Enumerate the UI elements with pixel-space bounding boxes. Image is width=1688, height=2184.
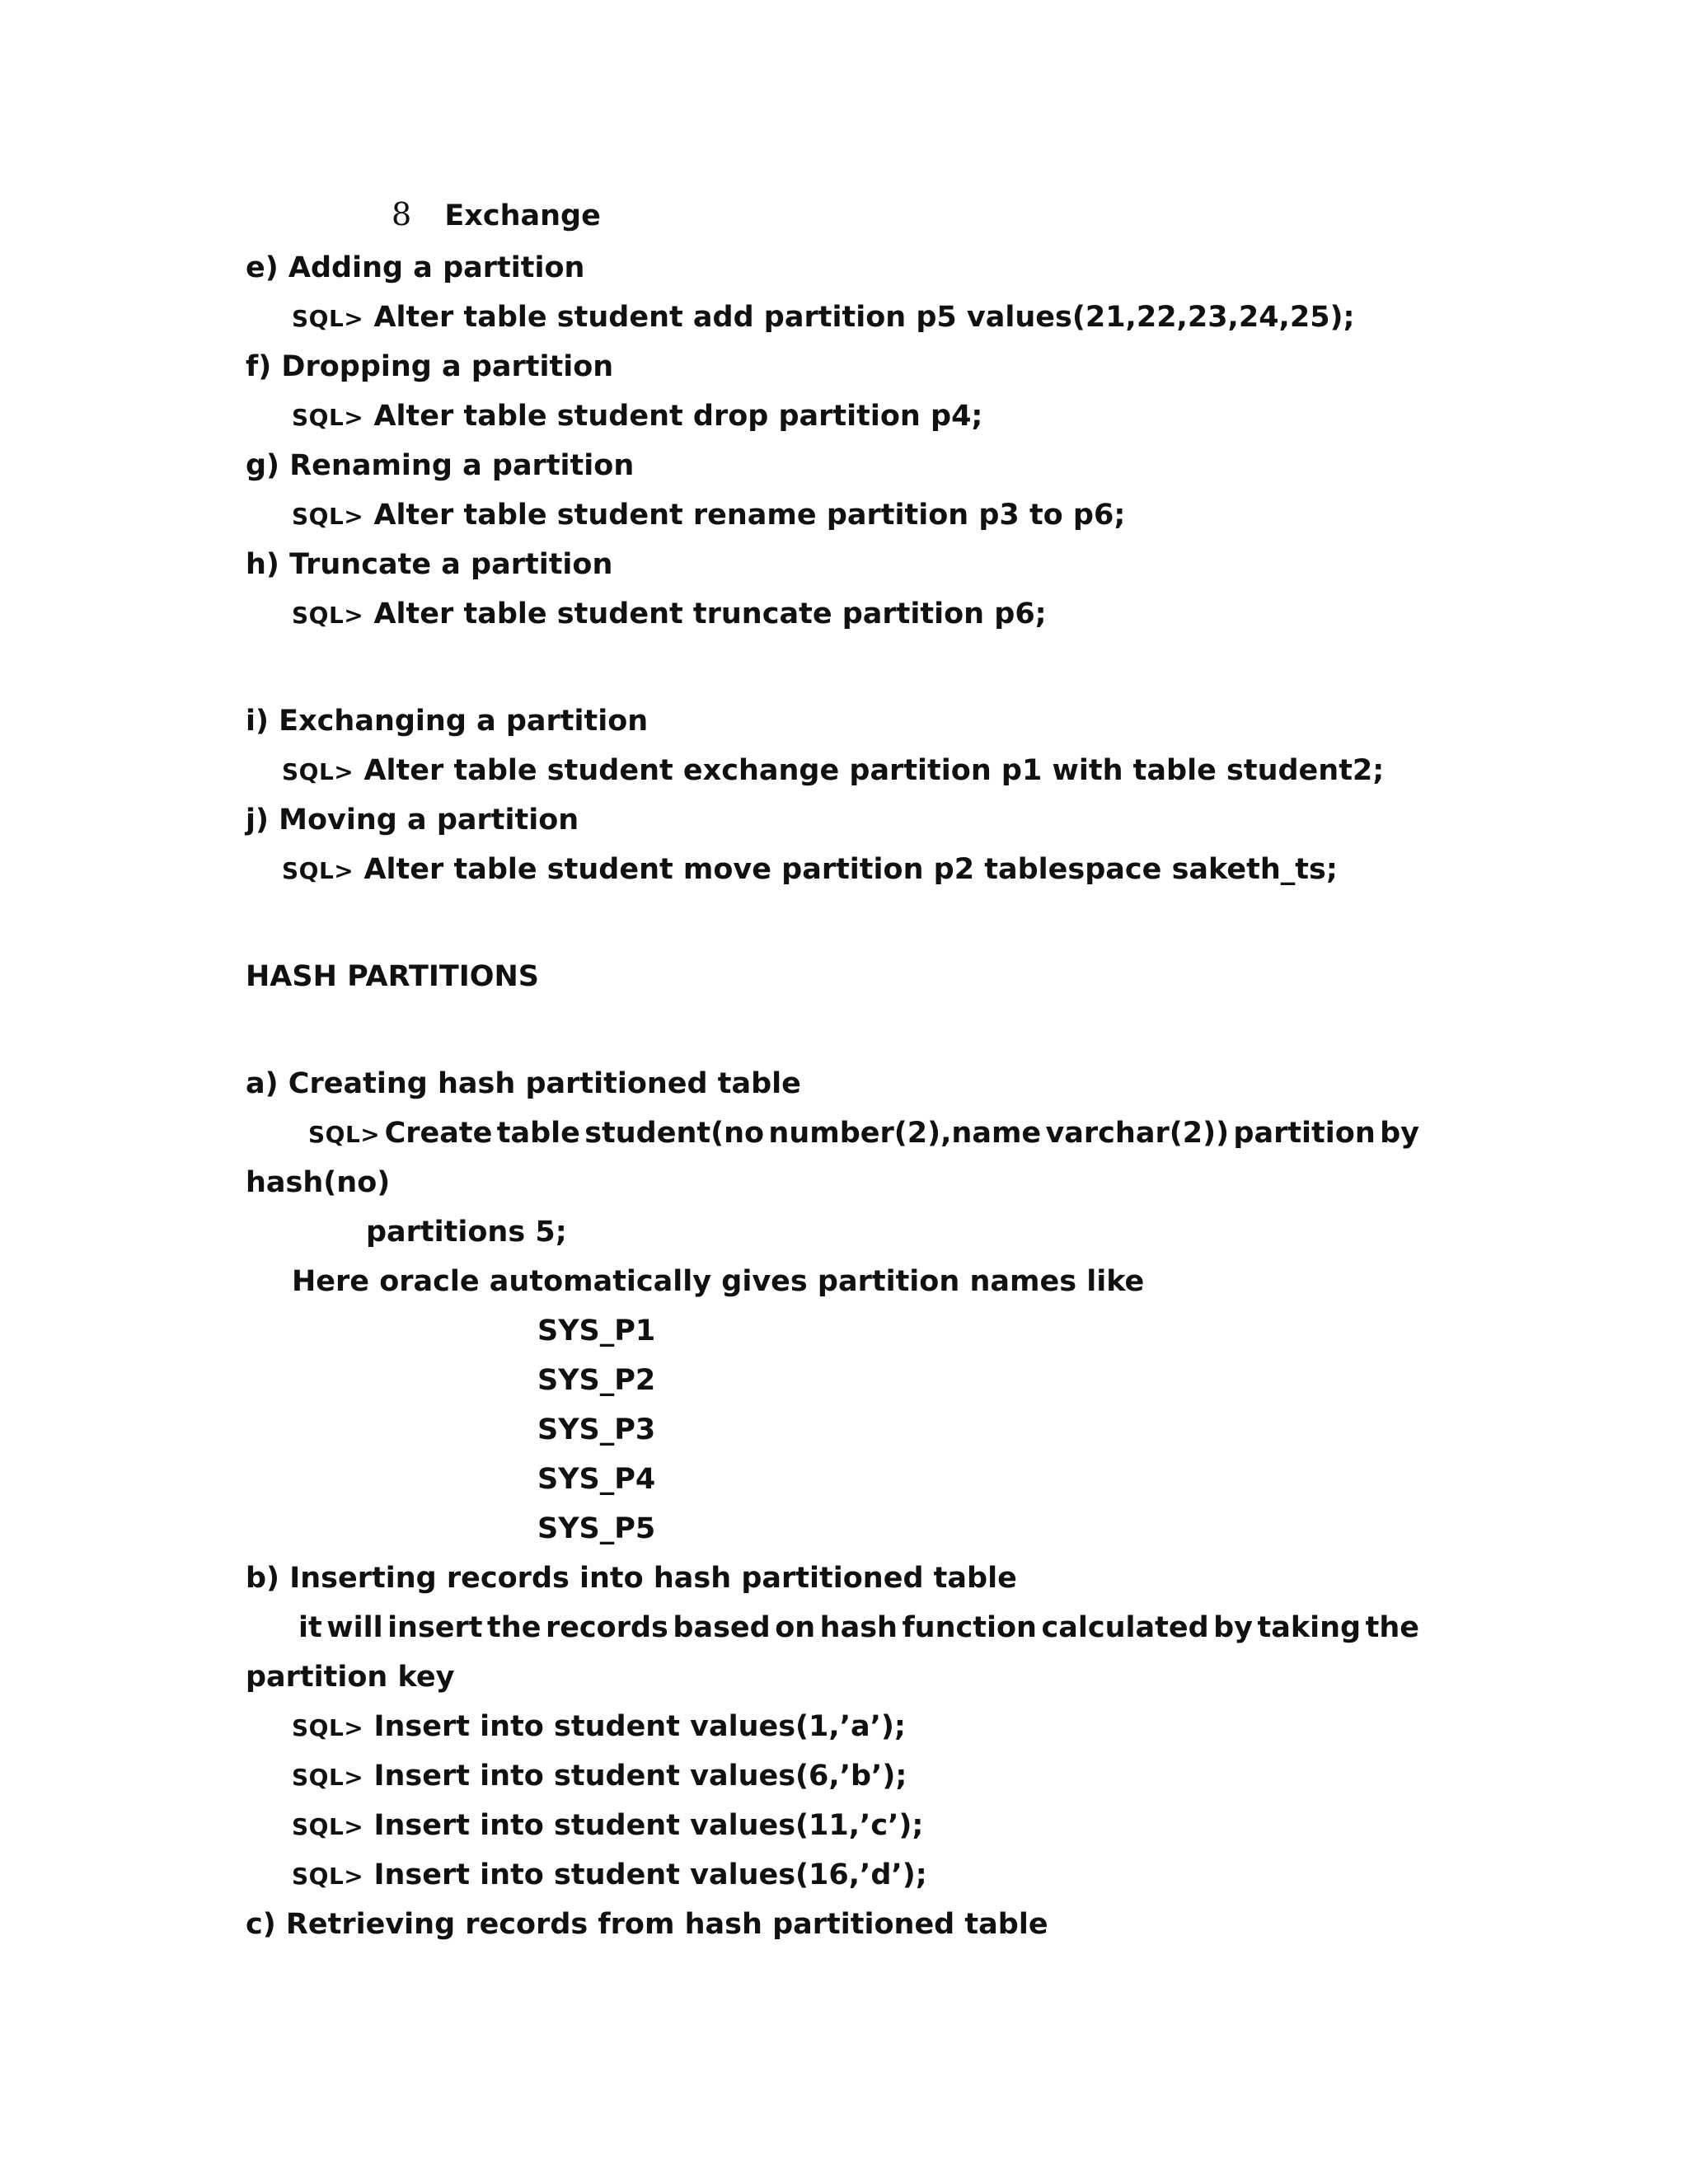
sql-text: Insert into student values(16,’d’); (373, 1858, 927, 1891)
partition-name: SYS_P2 (537, 1364, 656, 1397)
section-title: j) Moving a partition (246, 804, 579, 837)
sql-text: Insert into student values(1,’a’); (373, 1710, 906, 1743)
note-word: insert (387, 1611, 483, 1644)
note-word: taking (1257, 1611, 1362, 1644)
item-label: Exchange (444, 199, 601, 232)
section-heading: HASH PARTITIONS (246, 960, 540, 993)
sql-command (308, 1115, 1419, 1153)
sql-text: Insert into student values(6,’b’); (373, 1760, 907, 1793)
section-title: g) Renaming a partition (246, 449, 635, 482)
sql-word: varchar(2)) (1045, 1117, 1230, 1150)
sql-text: Alter table student drop partition p4; (373, 400, 983, 433)
sql-prompt: SQL> (292, 1813, 364, 1840)
sql-command (292, 1807, 923, 1845)
sql-text: Alter table student add partition p5 values(21,22,23,24,25); (373, 301, 1355, 334)
note-word: by (1213, 1611, 1253, 1644)
note-word: records (545, 1611, 668, 1644)
section-title: h) Truncate a partition (246, 548, 613, 581)
sql-word: student(no (584, 1117, 765, 1150)
note-word: the (1365, 1611, 1419, 1644)
sql-command (292, 1857, 927, 1895)
partition-name: SYS_P4 (537, 1463, 656, 1496)
note-continuation: partition key (246, 1661, 455, 1694)
sql-prompt: SQL> (282, 857, 354, 884)
sql-command (292, 596, 1047, 634)
note-word: will (326, 1611, 383, 1644)
note-word: calculated (1041, 1611, 1209, 1644)
sql-word: table (496, 1117, 580, 1150)
sql-command (292, 299, 1355, 337)
note-word: the (487, 1611, 542, 1644)
partition-name: SYS_P3 (537, 1413, 656, 1446)
sql-prompt: SQL> (292, 404, 364, 431)
partition-name: SYS_P1 (537, 1315, 656, 1347)
sql-prompt: SQL> (308, 1121, 381, 1148)
sql-prompt: SQL> (292, 602, 364, 629)
note-text (298, 1610, 1419, 1646)
sql-text: Alter table student rename partition p3 to p6; (373, 499, 1126, 532)
sql-text: Alter table student exchange partition p1 with table student2; (363, 754, 1385, 787)
sql-text: Insert into student values(11,’c’); (373, 1809, 924, 1842)
section-title: f) Dropping a partition (246, 350, 614, 383)
section-title: b) Inserting records into hash partitioned table (246, 1562, 1017, 1595)
note-text: Here oracle automatically gives partition names like (292, 1265, 1145, 1298)
sql-command (292, 497, 1125, 535)
sql-prompt: SQL> (292, 1764, 364, 1791)
sql-prompt: SQL> (292, 1863, 364, 1890)
sql-command (292, 398, 982, 436)
sql-continuation: partitions 5; (366, 1216, 567, 1249)
section-title: c) Retrieving records from hash partitioned table (246, 1908, 1048, 1941)
sql-prompt: SQL> (292, 305, 364, 332)
section-title: e) Adding a partition (246, 251, 585, 284)
item-number: 8 (392, 196, 412, 232)
sql-word: number(2),name (768, 1117, 1042, 1150)
note-word: based (673, 1611, 771, 1644)
note-word: hash (819, 1611, 898, 1644)
section-title: i) Exchanging a partition (246, 705, 649, 738)
sql-word: Create (384, 1117, 493, 1150)
section-title: a) Creating hash partitioned table (246, 1067, 801, 1100)
sql-prompt: SQL> (292, 1714, 364, 1741)
partition-name: SYS_P5 (537, 1512, 656, 1545)
sql-command (292, 1708, 906, 1746)
note-word: on (775, 1611, 816, 1644)
sql-prompt: SQL> (282, 758, 354, 785)
sql-text: Alter table student move partition p2 tablespace saketh_ts; (363, 853, 1338, 886)
sql-command (282, 851, 1338, 889)
sql-text: Alter table student truncate partition p6; (373, 598, 1047, 630)
sql-word: by (1380, 1117, 1419, 1150)
sql-prompt: SQL> (292, 503, 364, 530)
sql-command (292, 1758, 907, 1796)
sql-command (282, 752, 1384, 790)
note-word: it (298, 1611, 322, 1644)
heading-item (392, 196, 601, 234)
note-word: function (902, 1611, 1037, 1644)
sql-word: partition (1233, 1117, 1376, 1150)
sql-continuation: hash(no) (246, 1166, 391, 1199)
